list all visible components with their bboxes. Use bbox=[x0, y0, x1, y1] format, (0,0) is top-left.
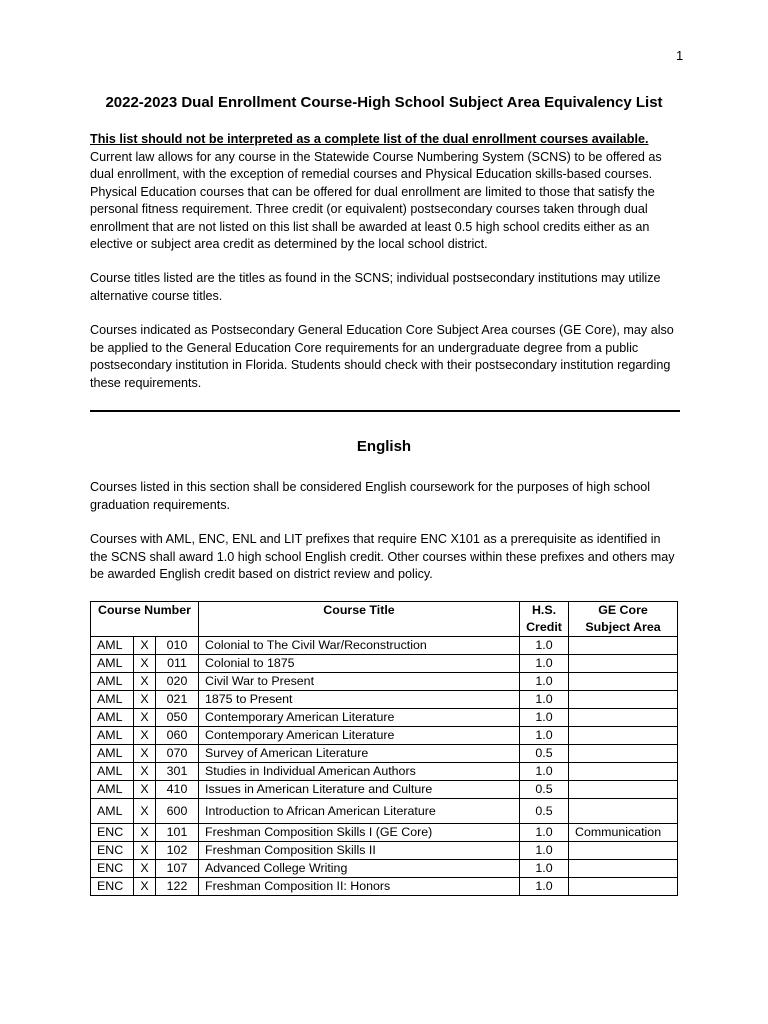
course-x: X bbox=[134, 860, 156, 878]
course-prefix: ENC bbox=[91, 860, 134, 878]
course-title: Contemporary American Literature bbox=[199, 709, 520, 727]
table-row bbox=[91, 842, 678, 860]
table-header-row bbox=[91, 602, 678, 637]
page-number: 1 bbox=[676, 48, 684, 63]
course-prefix: AML bbox=[91, 727, 134, 745]
table-row bbox=[91, 799, 678, 824]
hs-credit: 1.0 bbox=[520, 673, 569, 691]
section-heading-english: English bbox=[356, 438, 412, 455]
header-course-number: Course Number bbox=[91, 602, 199, 637]
course-title: Freshman Composition Skills II bbox=[199, 842, 520, 860]
table-row bbox=[91, 860, 678, 878]
course-prefix: AML bbox=[91, 799, 134, 824]
hs-credit: 1.0 bbox=[520, 842, 569, 860]
titles-note: Course titles listed are the titles as found in the SCNS; individual postsecondary institutions may utilize alternative course titles. bbox=[90, 271, 661, 303]
course-number: 122 bbox=[156, 878, 199, 896]
hs-credit: 1.0 bbox=[520, 727, 569, 745]
table-row bbox=[91, 824, 678, 842]
hs-credit: 1.0 bbox=[520, 878, 569, 896]
course-title: Contemporary American Literature bbox=[199, 727, 520, 745]
table-row bbox=[91, 691, 678, 709]
course-title: Survey of American Literature bbox=[199, 745, 520, 763]
header-hs-credit: H.S. Credit bbox=[520, 602, 569, 637]
ge-core-area bbox=[569, 691, 678, 709]
section-divider bbox=[90, 410, 680, 412]
course-prefix: AML bbox=[91, 691, 134, 709]
course-title: Civil War to Present bbox=[199, 673, 520, 691]
course-prefix: AML bbox=[91, 637, 134, 655]
course-title: Introduction to African American Literature bbox=[199, 799, 520, 824]
ge-core-note: Courses indicated as Postsecondary General Education Core Subject Area courses (GE Core), may also be applied to the General Education Core requirements for an undergraduate degree from a public postsecondary institution in Florida. Students should check with their postsecondary institution regarding these requirements. bbox=[90, 323, 674, 390]
course-prefix: ENC bbox=[91, 824, 134, 842]
course-number: 101 bbox=[156, 824, 199, 842]
intro-bold-lead: This list should not be interpreted as a complete list of the dual enrollment courses available. bbox=[90, 132, 649, 146]
course-title: Advanced College Writing bbox=[199, 860, 520, 878]
ge-core-area bbox=[569, 763, 678, 781]
course-prefix: AML bbox=[91, 673, 134, 691]
course-x: X bbox=[134, 673, 156, 691]
course-x: X bbox=[134, 745, 156, 763]
table-row bbox=[91, 781, 678, 799]
hs-credit: 1.0 bbox=[520, 860, 569, 878]
course-x: X bbox=[134, 878, 156, 896]
course-number: 010 bbox=[156, 637, 199, 655]
course-x: X bbox=[134, 691, 156, 709]
header-ge-core: GE Core Subject Area bbox=[569, 602, 678, 637]
ge-core-area: Communication bbox=[569, 824, 678, 842]
course-x: X bbox=[134, 655, 156, 673]
course-number: 102 bbox=[156, 842, 199, 860]
course-x: X bbox=[134, 637, 156, 655]
hs-credit: 0.5 bbox=[520, 745, 569, 763]
hs-credit: 0.5 bbox=[520, 781, 569, 799]
course-x: X bbox=[134, 824, 156, 842]
course-title: Colonial to The Civil War/Reconstruction bbox=[199, 637, 520, 655]
hs-credit: 1.0 bbox=[520, 691, 569, 709]
table-row bbox=[91, 878, 678, 896]
header-course-title: Course Title bbox=[199, 602, 520, 637]
course-prefix: AML bbox=[91, 745, 134, 763]
hs-credit: 0.5 bbox=[520, 799, 569, 824]
table-row bbox=[91, 709, 678, 727]
course-title: Issues in American Literature and Culture bbox=[199, 781, 520, 799]
course-x: X bbox=[134, 763, 156, 781]
course-number: 021 bbox=[156, 691, 199, 709]
course-prefix: AML bbox=[91, 709, 134, 727]
course-number: 011 bbox=[156, 655, 199, 673]
hs-credit: 1.0 bbox=[520, 824, 569, 842]
english-para-1: Courses listed in this section shall be considered English coursework for the purposes of high school graduation requirements. bbox=[90, 480, 651, 512]
course-title: Freshman Composition II: Honors bbox=[199, 878, 520, 896]
course-number: 301 bbox=[156, 763, 199, 781]
intro-body: Current law allows for any course in the Statewide Course Numbering System (SCNS) to be offered as dual enrollment, with the exception of remedial courses and Physical Education skills-based courses. Physical Education courses that can be offered for dual enrollment are limited to those that satisfy the personal fitness requirement. Three credit (or equivalent) postsecondary courses taken through dual enrollment that are not listed on this list shall be awarded at least 0.5 high school credits either as an elective or subject area credit as determined by the local school district. bbox=[90, 149, 662, 251]
course-prefix: ENC bbox=[91, 878, 134, 896]
ge-core-area bbox=[569, 745, 678, 763]
intro-paragraph bbox=[90, 131, 680, 254]
table-row bbox=[91, 763, 678, 781]
hs-credit: 1.0 bbox=[520, 763, 569, 781]
hs-credit: 1.0 bbox=[520, 637, 569, 655]
table-row bbox=[91, 655, 678, 673]
course-number: 020 bbox=[156, 673, 199, 691]
course-title: Freshman Composition Skills I (GE Core) bbox=[199, 824, 520, 842]
table-row bbox=[91, 673, 678, 691]
course-x: X bbox=[134, 727, 156, 745]
table-body bbox=[91, 637, 678, 896]
ge-core-area bbox=[569, 637, 678, 655]
english-para-2: Courses with AML, ENC, ENL and LIT prefixes that require ENC X101 as a prerequisite as identified in the SCNS shall award 1.0 high school English credit. Other courses within these prefixes and others may be awarded English credit based on district review and policy. bbox=[90, 532, 675, 581]
english-courses-table bbox=[90, 601, 678, 896]
course-title: Colonial to 1875 bbox=[199, 655, 520, 673]
course-prefix: AML bbox=[91, 655, 134, 673]
course-number: 070 bbox=[156, 745, 199, 763]
ge-core-area bbox=[569, 673, 678, 691]
ge-core-area bbox=[569, 655, 678, 673]
course-number: 050 bbox=[156, 709, 199, 727]
hs-credit: 1.0 bbox=[520, 709, 569, 727]
course-x: X bbox=[134, 799, 156, 824]
course-prefix: AML bbox=[91, 781, 134, 799]
course-x: X bbox=[134, 709, 156, 727]
table-row bbox=[91, 637, 678, 655]
course-title: Studies in Individual American Authors bbox=[199, 763, 520, 781]
course-title: 1875 to Present bbox=[199, 691, 520, 709]
ge-core-area bbox=[569, 860, 678, 878]
course-number: 107 bbox=[156, 860, 199, 878]
ge-core-area bbox=[569, 727, 678, 745]
course-x: X bbox=[134, 842, 156, 860]
course-prefix: ENC bbox=[91, 842, 134, 860]
ge-core-area bbox=[569, 878, 678, 896]
ge-core-area bbox=[569, 799, 678, 824]
table-row bbox=[91, 727, 678, 745]
document-title: 2022-2023 Dual Enrollment Course-High School Subject Area Equivalency List bbox=[105, 94, 663, 111]
course-x: X bbox=[134, 781, 156, 799]
hs-credit: 1.0 bbox=[520, 655, 569, 673]
course-number: 600 bbox=[156, 799, 199, 824]
ge-core-area bbox=[569, 842, 678, 860]
course-number: 410 bbox=[156, 781, 199, 799]
ge-core-area bbox=[569, 781, 678, 799]
ge-core-area bbox=[569, 709, 678, 727]
course-number: 060 bbox=[156, 727, 199, 745]
table-row bbox=[91, 745, 678, 763]
course-prefix: AML bbox=[91, 763, 134, 781]
